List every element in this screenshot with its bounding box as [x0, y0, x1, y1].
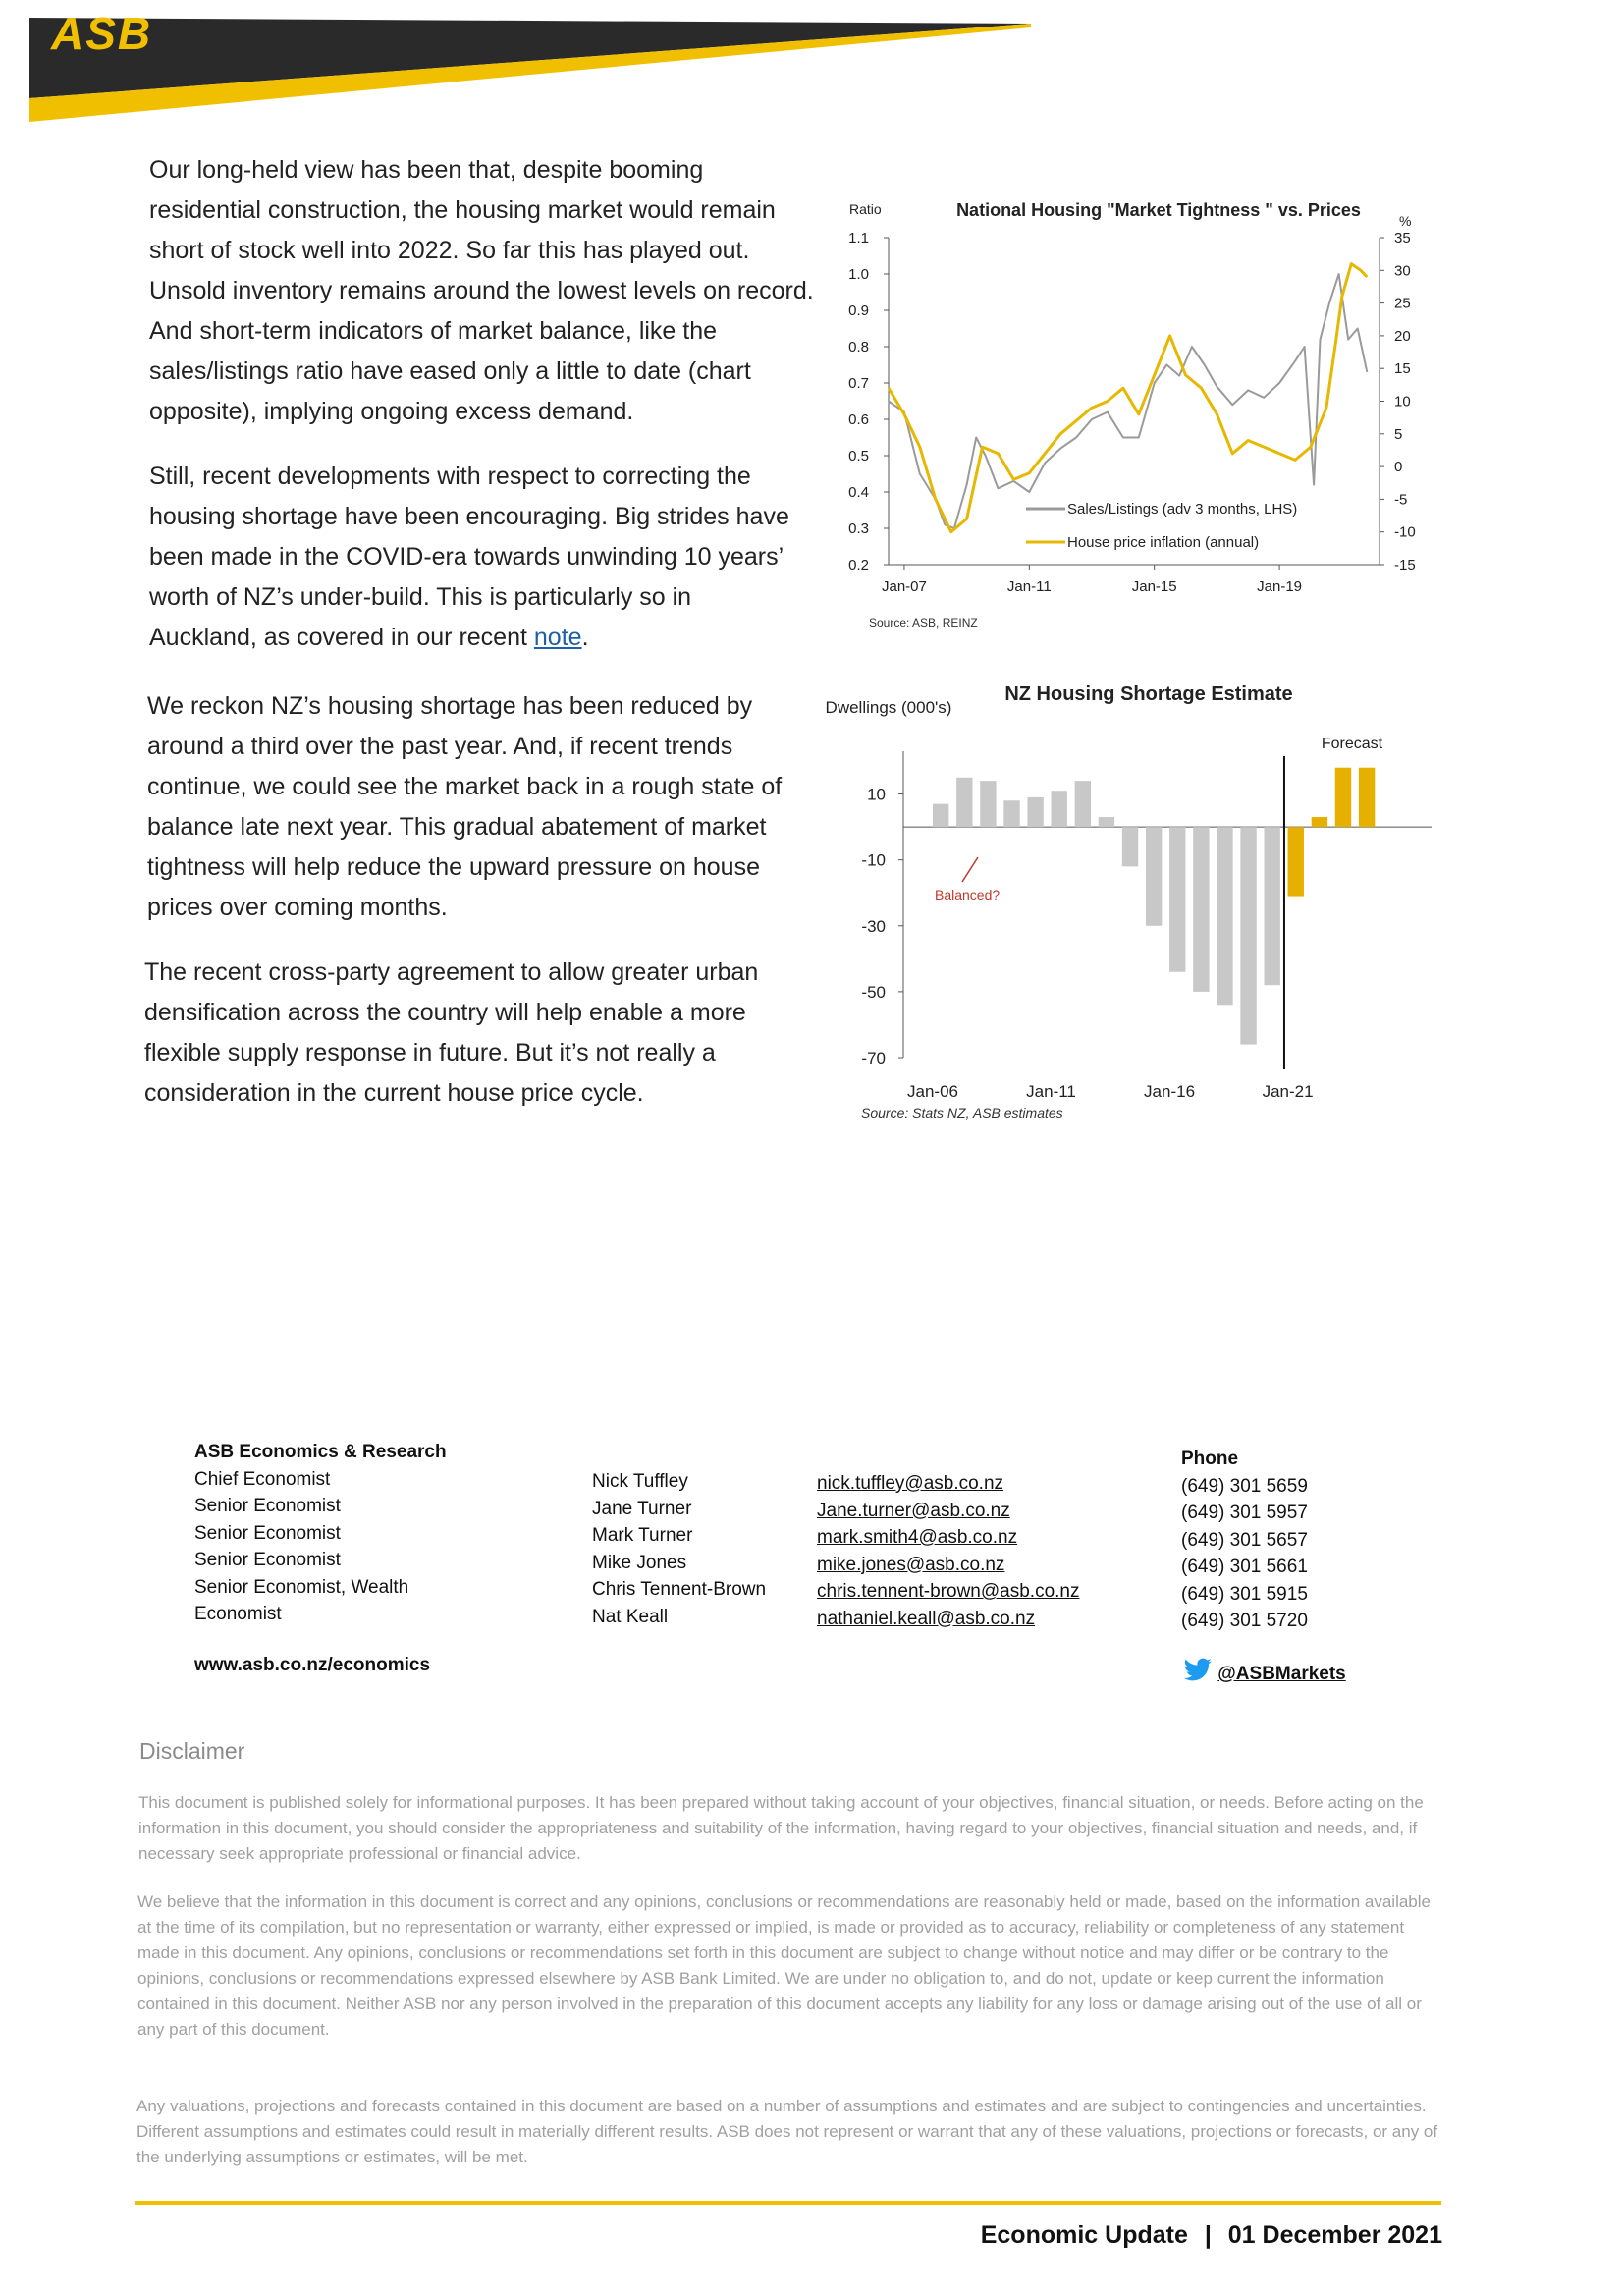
- y-tick-label-right: 15: [1394, 360, 1411, 378]
- y-tick-label-left: 0.3: [848, 520, 869, 537]
- asb-logo: ASB: [51, 8, 153, 59]
- x-tick-label: Jan-21: [1262, 1082, 1314, 1101]
- bar: [1052, 791, 1067, 827]
- bar: [1264, 827, 1279, 985]
- bar: [1335, 768, 1351, 827]
- y-tick-label-left: 0.5: [848, 448, 869, 465]
- bar: [956, 778, 972, 827]
- legend-label: House price inflation (annual): [1067, 534, 1260, 551]
- contacts-heading: ASB Economics & Research: [194, 1442, 447, 1462]
- paragraph-4: The recent cross-party agreement to allow greater urban densification across the country will help enable a more flexible supply response in future. But it’s not really a consideration in the current house price cycle.: [144, 958, 759, 1107]
- y-tick-label-left: 1.1: [848, 230, 869, 246]
- bar: [1122, 827, 1138, 866]
- website-link[interactable]: www.asb.co.nz/economics: [194, 1655, 431, 1675]
- contact-phone: (649) 301 5661: [1181, 1557, 1308, 1577]
- y-tick-label-right: -10: [1394, 523, 1416, 541]
- y-tick-label-left: 0.8: [848, 339, 869, 355]
- bar: [1146, 827, 1162, 926]
- twitter-handle[interactable]: [1183, 1658, 1346, 1688]
- market-tightness-chart: [825, 187, 1434, 638]
- contact-title: Senior Economist: [194, 1550, 341, 1570]
- bar: [1003, 800, 1019, 827]
- y-tick-label: -30: [861, 916, 886, 936]
- contact-name: Jane Turner: [592, 1498, 692, 1519]
- x-tick-label: Jan-06: [907, 1082, 958, 1101]
- forecast-label: Forecast: [1321, 736, 1383, 752]
- contact-email[interactable]: mike.jones@asb.co.nz: [817, 1554, 1005, 1575]
- publication-name: Economic Update: [980, 2221, 1188, 2249]
- header-banner: [0, 0, 1041, 128]
- paragraph-2-line: worth of NZ’s under-build. This is particularly so in: [149, 583, 692, 611]
- bar: [1075, 781, 1091, 827]
- bar: [1240, 827, 1256, 1044]
- paragraph-2-text: Auckland, as covered in our recent: [149, 624, 534, 651]
- y-tick-label-right: -5: [1394, 491, 1408, 509]
- annotation-label: Balanced?: [935, 887, 1001, 902]
- paragraph-2-line: been made in the COVID-era towards unwinding 10 years’: [149, 543, 784, 571]
- housing-shortage-chart: [825, 668, 1434, 1129]
- chart-source: Source: Stats NZ, ASB estimates: [861, 1105, 1063, 1121]
- disclaimer-heading: Disclaimer: [139, 1738, 245, 1764]
- contacts-phones: [1181, 1446, 1308, 1635]
- paragraph-2-end: .: [581, 624, 589, 651]
- phone-heading: Phone: [1181, 1449, 1239, 1469]
- x-tick-label: Jan-07: [881, 578, 927, 595]
- contacts-titles: [194, 1439, 447, 1628]
- bar: [1217, 827, 1232, 1005]
- bar: [933, 804, 948, 827]
- chart-title: National Housing "Market Tightness " vs. Prices: [956, 200, 1361, 220]
- paragraph-2: [149, 457, 837, 658]
- y-tick-label: -50: [861, 982, 886, 1002]
- annotation-pointer: [962, 857, 978, 882]
- contacts-emails: [817, 1470, 1079, 1632]
- chart-source: Source: ASB, REINZ: [869, 616, 978, 629]
- legend-label: Sales/Listings (adv 3 months, LHS): [1067, 501, 1298, 518]
- contact-phone: (649) 301 5659: [1181, 1475, 1308, 1497]
- contact-title: Chief Economist: [194, 1468, 331, 1490]
- paragraph-2-line: Still, recent developments with respect to correcting the: [149, 463, 751, 490]
- y-tick-label-right: 30: [1394, 262, 1411, 280]
- bar: [1288, 827, 1304, 896]
- publication-date: 01 December 2021: [1227, 2221, 1442, 2249]
- bar: [1359, 768, 1375, 827]
- disclaimer-p2: We believe that the information in this document is correct and any opinions, conclusions or recommendations are reasonably held or made, based on the information available at the time of its compilation, but no representation or warranty, either expressed or implied, is made or provided as to accuracy, reliability or completeness of any statement made in this document. Any opinions, conclusions or recommendations set forth in this document are subject to change without notice and may differ or be contrary to the opinions, conclusions or recommendations expressed elsewhere by ASB Bank Limited. We are under no obligation to, and do not, update or keep current the information contained in this document. Neither ASB nor any person involved in the preparation of this document accepts any liability for any loss or damage arising out of the use of all or any part of this document.: [137, 1892, 1431, 2039]
- contact-email[interactable]: chris.tennent-brown@asb.co.nz: [817, 1581, 1080, 1602]
- paragraph-1: Our long-held view has been that, despite booming residential construction, the housing market would remain short of stock well into 2022. So far this has played out. Unsold inventory remains around the lowest levels on record. And short-term indicators of market balance, like the sales/listings ratio have eased only a little to date (chart opposite), implying ongoing excess demand.: [149, 156, 814, 425]
- contact-email[interactable]: Jane.turner@asb.co.nz: [817, 1500, 1010, 1521]
- contact-phone: (649) 301 5657: [1181, 1529, 1308, 1551]
- y-tick-label-left: 0.9: [848, 302, 869, 319]
- y-axis-label: Dwellings (000's): [825, 698, 952, 717]
- y-axis-left-label: Ratio: [849, 201, 882, 217]
- y-tick-label: -10: [861, 850, 886, 870]
- x-tick-label: Jan-15: [1131, 578, 1177, 595]
- contact-name: Mike Jones: [592, 1552, 687, 1573]
- footer-separator: |: [1204, 2221, 1212, 2249]
- y-tick-label: 10: [867, 785, 886, 804]
- contact-title: Senior Economist: [194, 1522, 341, 1544]
- x-tick-label: Jan-19: [1257, 578, 1303, 595]
- bar: [1193, 827, 1209, 992]
- y-tick-label-left: 0.2: [848, 557, 869, 574]
- y-tick-label-right: 25: [1394, 295, 1411, 312]
- footer-rule: [135, 2201, 1441, 2205]
- y-tick-label-right: -15: [1394, 557, 1416, 574]
- y-tick-label-left: 1.0: [848, 266, 869, 283]
- contact-name: Nick Tuffley: [592, 1471, 688, 1492]
- y-tick-label-right: 35: [1394, 230, 1411, 246]
- twitter-label: @ASBMarkets: [1217, 1664, 1346, 1684]
- contact-phone: (649) 301 5720: [1181, 1611, 1308, 1631]
- contact-email[interactable]: nick.tuffley@asb.co.nz: [817, 1473, 1004, 1494]
- disclaimer-p3: Any valuations, projections and forecasts contained in this document are based on a number of assumptions and estimates and are subject to contingencies and uncertainties. Different assumptions and estimates could result in materially different results. ASB does not represent or warrant that any of these valuations, projections or forecasts, or any of the underlying assumptions or estimates, will be met.: [136, 2097, 1438, 2166]
- y-tick-label-right: 20: [1394, 327, 1411, 345]
- sales-listings-line: [889, 274, 1367, 528]
- disclaimer-p1: This document is published solely for informational purposes. It has been prepared without taking account of your objectives, financial situation, or needs. Before acting on the information in this document, you should consider the appropriateness and suitability of the information, having regard to your objectives, financial situation and needs, and, if necessary seek appropriate professional or financial advice.: [138, 1793, 1424, 1863]
- footer-label: [981, 2221, 1442, 2250]
- y-axis-right-label: %: [1399, 213, 1412, 229]
- contacts-names: [592, 1468, 766, 1630]
- chart-title: NZ Housing Shortage Estimate: [1004, 683, 1293, 705]
- x-tick-label: Jan-11: [1026, 1082, 1076, 1101]
- contact-title: Senior Economist, Wealth: [194, 1576, 409, 1598]
- contact-name: Nat Keall: [592, 1606, 669, 1627]
- paragraph-3: We reckon NZ’s housing shortage has been reduced by around a third over the past year. And, if recent trends continue, we could see the market back in a rough state of balance late next year. This gradual abatement of market tightness will help reduce the upward pressure on house prices over coming months.: [147, 692, 783, 921]
- bar: [1099, 817, 1114, 827]
- house-price-line: [889, 264, 1367, 532]
- y-tick-label-right: 0: [1394, 459, 1403, 476]
- note-link[interactable]: note: [533, 624, 582, 651]
- contact-phone: (649) 301 5915: [1181, 1583, 1308, 1605]
- bar: [980, 781, 996, 827]
- y-tick-label-right: 10: [1394, 393, 1411, 410]
- contact-name: Mark Turner: [592, 1525, 693, 1546]
- paragraph-2-line: housing shortage have been encouraging. Big strides have: [149, 503, 789, 530]
- bar: [1169, 827, 1185, 972]
- x-tick-label: Jan-16: [1144, 1082, 1196, 1101]
- y-tick-label: -70: [861, 1049, 886, 1067]
- contact-email[interactable]: mark.smith4@asb.co.nz: [817, 1527, 1018, 1548]
- contact-title: Economist: [194, 1604, 282, 1624]
- x-tick-label: Jan-11: [1006, 578, 1052, 595]
- contact-title: Senior Economist: [194, 1496, 341, 1516]
- contact-name: Chris Tennent-Brown: [592, 1579, 767, 1600]
- bar: [1312, 817, 1327, 827]
- y-tick-label-left: 0.6: [848, 411, 869, 428]
- y-tick-label-left: 0.4: [848, 484, 869, 501]
- bar: [1027, 797, 1043, 827]
- y-tick-label-right: 5: [1394, 425, 1403, 443]
- contact-email[interactable]: nathaniel.keall@asb.co.nz: [817, 1608, 1036, 1629]
- twitter-icon: [1183, 1658, 1213, 1683]
- y-tick-label-left: 0.7: [848, 375, 869, 392]
- contact-phone: (649) 301 5957: [1181, 1503, 1308, 1523]
